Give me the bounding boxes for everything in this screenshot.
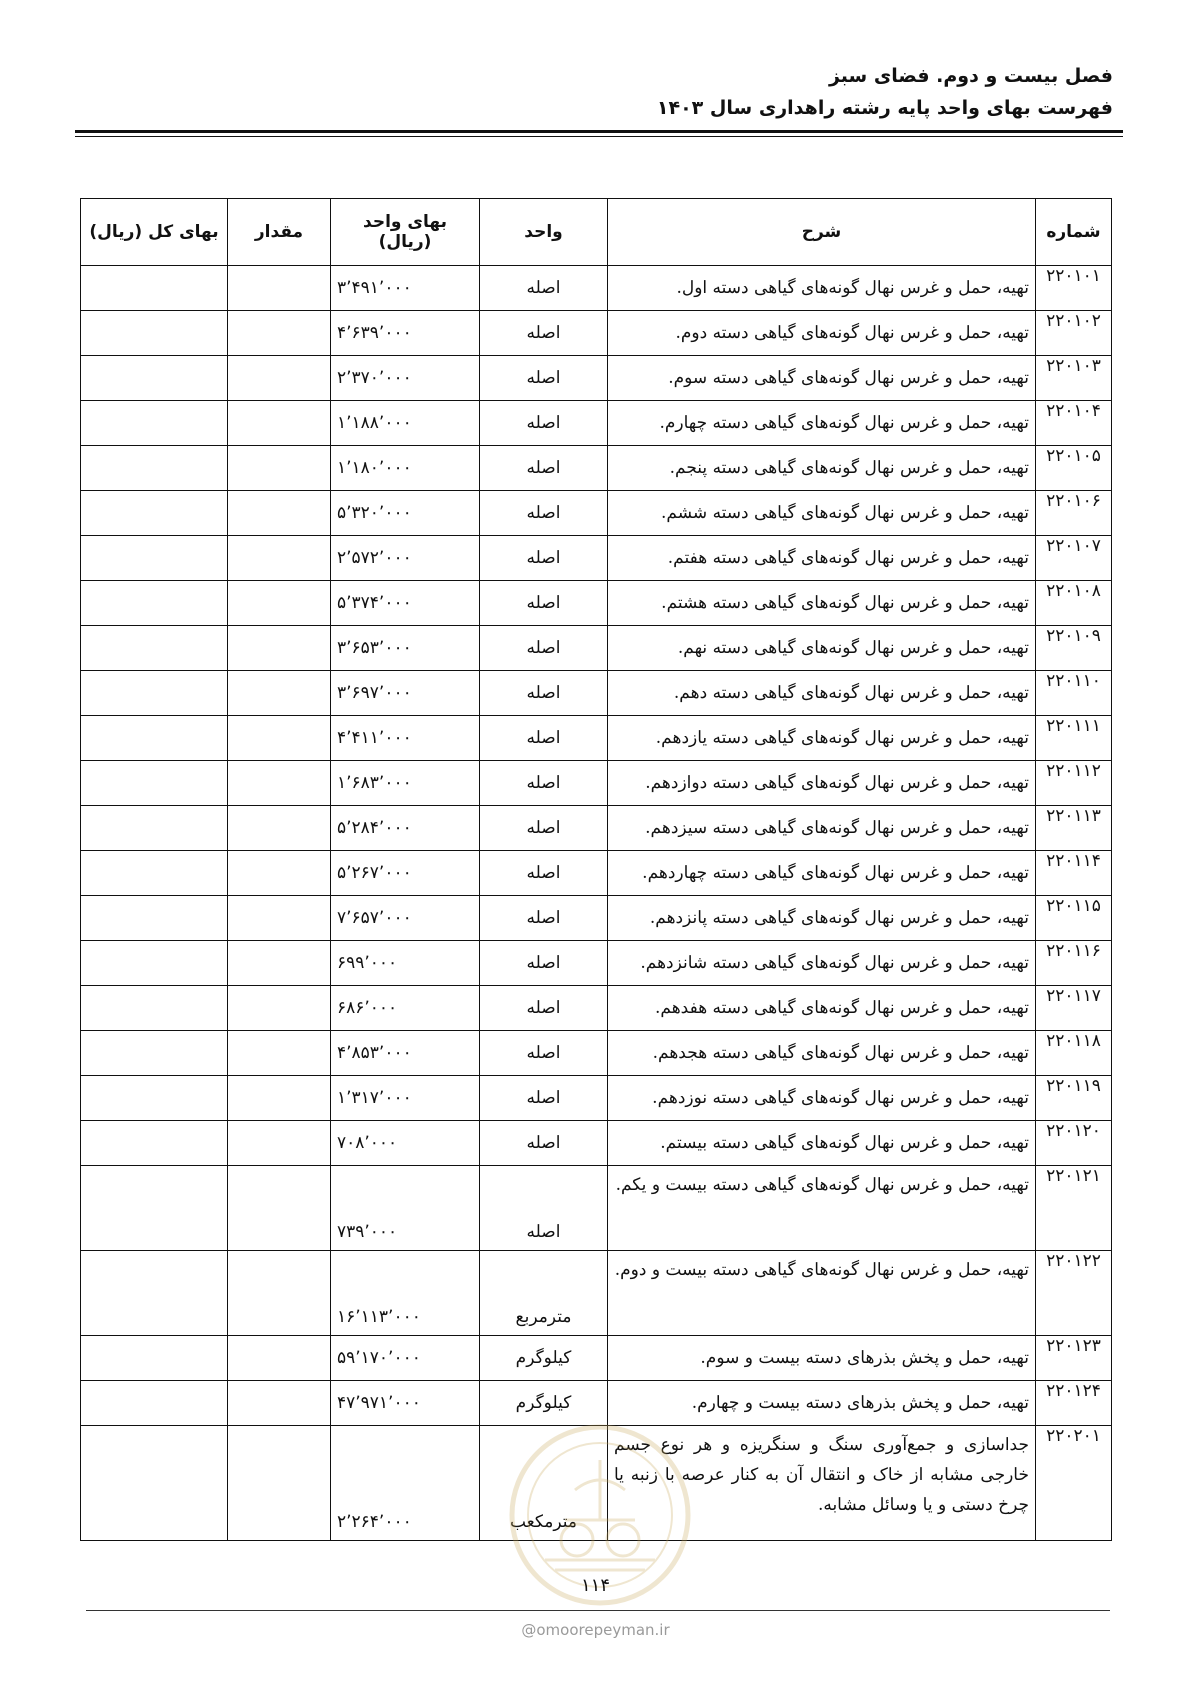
item-total-price xyxy=(81,1251,228,1336)
item-total-price xyxy=(81,851,228,896)
item-description: تهیه، حمل و غرس نهال گونه‌های گیاهی دسته بیست و یکم. xyxy=(608,1166,1036,1251)
item-code: ۲۲۰۱۱۵ xyxy=(1036,896,1112,941)
table-row xyxy=(81,266,1112,311)
item-code: ۲۲۰۱۰۹ xyxy=(1036,626,1112,671)
item-code: ۲۲۰۱۰۱ xyxy=(1036,266,1112,311)
item-quantity xyxy=(228,851,331,896)
item-unit: اصله xyxy=(480,626,608,671)
item-total-price xyxy=(81,671,228,716)
table-header-row xyxy=(81,199,1112,266)
item-total-price xyxy=(81,761,228,806)
item-description: تهیه، حمل و غرس نهال گونه‌های گیاهی دسته پنجم. xyxy=(608,446,1036,491)
item-total-price xyxy=(81,446,228,491)
item-unit-price: ۲٬۲۶۴٬۰۰۰ xyxy=(331,1426,480,1541)
item-code: ۲۲۰۱۰۳ xyxy=(1036,356,1112,401)
item-description: تهیه، حمل و غرس نهال گونه‌های گیاهی دسته بیست و دوم. xyxy=(608,1251,1036,1336)
item-unit: اصله xyxy=(480,491,608,536)
item-total-price xyxy=(81,491,228,536)
item-unit: اصله xyxy=(480,806,608,851)
item-unit: اصله xyxy=(480,1076,608,1121)
item-unit-price: ۴٬۴۱۱٬۰۰۰ xyxy=(331,716,480,761)
item-description: تهیه، حمل و غرس نهال گونه‌های گیاهی دسته چهاردهم. xyxy=(608,851,1036,896)
item-description: تهیه، حمل و غرس نهال گونه‌های گیاهی دسته یازدهم. xyxy=(608,716,1036,761)
item-unit-price: ۱٬۱۸۸٬۰۰۰ xyxy=(331,401,480,446)
item-description: تهیه، حمل و غرس نهال گونه‌های گیاهی دسته ششم. xyxy=(608,491,1036,536)
item-code: ۲۲۰۱۱۸ xyxy=(1036,1031,1112,1076)
table-row xyxy=(81,851,1112,896)
table-row xyxy=(81,311,1112,356)
item-unit-price: ۳٬۴۹۱٬۰۰۰ xyxy=(331,266,480,311)
item-description: تهیه، حمل و پخش بذرهای دسته بیست و سوم. xyxy=(608,1336,1036,1381)
item-unit-price: ۵۹٬۱۷۰٬۰۰۰ xyxy=(331,1336,480,1381)
item-quantity xyxy=(228,491,331,536)
item-unit-price: ۱٬۶۸۳٬۰۰۰ xyxy=(331,761,480,806)
item-quantity xyxy=(228,806,331,851)
item-unit-price: ۲٬۵۷۲٬۰۰۰ xyxy=(331,536,480,581)
item-code: ۲۲۰۱۲۲ xyxy=(1036,1251,1112,1336)
footer-rule xyxy=(86,1610,1110,1611)
item-unit: اصله xyxy=(480,851,608,896)
item-unit-price: ۱٬۱۸۰٬۰۰۰ xyxy=(331,446,480,491)
item-unit: اصله xyxy=(480,986,608,1031)
item-description: تهیه، حمل و غرس نهال گونه‌های گیاهی دسته هفدهم. xyxy=(608,986,1036,1031)
header-number: شماره xyxy=(1036,199,1112,266)
item-total-price xyxy=(81,536,228,581)
item-total-price xyxy=(81,1336,228,1381)
item-code: ۲۲۰۱۱۱ xyxy=(1036,716,1112,761)
item-code: ۲۲۰۱۰۸ xyxy=(1036,581,1112,626)
item-quantity xyxy=(228,581,331,626)
item-quantity xyxy=(228,1121,331,1166)
item-total-price xyxy=(81,1381,228,1426)
item-unit: اصله xyxy=(480,1121,608,1166)
table-row xyxy=(81,716,1112,761)
item-code: ۲۲۰۱۱۹ xyxy=(1036,1076,1112,1121)
item-unit-price: ۵٬۲۶۷٬۰۰۰ xyxy=(331,851,480,896)
table-row xyxy=(81,1166,1112,1251)
item-unit-price: ۳٬۶۵۳٬۰۰۰ xyxy=(331,626,480,671)
item-quantity xyxy=(228,536,331,581)
item-unit: اصله xyxy=(480,716,608,761)
item-quantity xyxy=(228,626,331,671)
item-quantity xyxy=(228,896,331,941)
item-code: ۲۲۰۱۲۰ xyxy=(1036,1121,1112,1166)
item-description: تهیه، حمل و پخش بذرهای دسته بیست و چهارم. xyxy=(608,1381,1036,1426)
header-rule-thick xyxy=(75,130,1123,133)
item-code: ۲۲۰۲۰۱ xyxy=(1036,1426,1112,1541)
item-code: ۲۲۰۱۱۴ xyxy=(1036,851,1112,896)
item-description: تهیه، حمل و غرس نهال گونه‌های گیاهی دسته نوزدهم. xyxy=(608,1076,1036,1121)
item-unit-price: ۴٬۶۳۹٬۰۰۰ xyxy=(331,311,480,356)
item-total-price xyxy=(81,626,228,671)
item-quantity xyxy=(228,1381,331,1426)
item-quantity xyxy=(228,446,331,491)
item-unit: اصله xyxy=(480,761,608,806)
table-row xyxy=(81,761,1112,806)
item-description: تهیه، حمل و غرس نهال گونه‌های گیاهی دسته اول. xyxy=(608,266,1036,311)
item-quantity xyxy=(228,1166,331,1251)
item-total-price xyxy=(81,806,228,851)
item-unit-price: ۱۶٬۱۱۳٬۰۰۰ xyxy=(331,1251,480,1336)
page-number: ۱۱۴ xyxy=(580,1575,610,1596)
header-total-price: بهای کل (ریال) xyxy=(81,199,228,266)
item-unit-price: ۴٬۸۵۳٬۰۰۰ xyxy=(331,1031,480,1076)
item-total-price xyxy=(81,581,228,626)
item-description: تهیه، حمل و غرس نهال گونه‌های گیاهی دسته بیستم. xyxy=(608,1121,1036,1166)
item-unit: اصله xyxy=(480,401,608,446)
item-code: ۲۲۰۱۲۴ xyxy=(1036,1381,1112,1426)
item-unit: اصله xyxy=(480,446,608,491)
item-unit: اصله xyxy=(480,581,608,626)
table-row xyxy=(81,536,1112,581)
item-code: ۲۲۰۱۱۳ xyxy=(1036,806,1112,851)
price-list-table xyxy=(80,198,1112,1541)
item-description: تهیه، حمل و غرس نهال گونه‌های گیاهی دسته سوم. xyxy=(608,356,1036,401)
item-unit-price: ۶۸۶٬۰۰۰ xyxy=(331,986,480,1031)
table-row xyxy=(81,356,1112,401)
table-row xyxy=(81,1336,1112,1381)
item-description: تهیه، حمل و غرس نهال گونه‌های گیاهی دسته هشتم. xyxy=(608,581,1036,626)
item-unit-price: ۵٬۲۸۴٬۰۰۰ xyxy=(331,806,480,851)
item-description: تهیه، حمل و غرس نهال گونه‌های گیاهی دسته چهارم. xyxy=(608,401,1036,446)
header-rule-thin xyxy=(75,136,1123,137)
item-total-price xyxy=(81,311,228,356)
header-unit: واحد xyxy=(480,199,608,266)
table-row xyxy=(81,1121,1112,1166)
item-total-price xyxy=(81,941,228,986)
item-code: ۲۲۰۱۲۳ xyxy=(1036,1336,1112,1381)
item-unit: اصله xyxy=(480,941,608,986)
item-total-price xyxy=(81,716,228,761)
item-code: ۲۲۰۱۱۶ xyxy=(1036,941,1112,986)
item-quantity xyxy=(228,941,331,986)
table-row xyxy=(81,491,1112,536)
item-quantity xyxy=(228,1251,331,1336)
item-code: ۲۲۰۱۰۲ xyxy=(1036,311,1112,356)
item-total-price xyxy=(81,401,228,446)
item-unit: اصله xyxy=(480,536,608,581)
item-code: ۲۲۰۱۰۵ xyxy=(1036,446,1112,491)
table-row xyxy=(81,1076,1112,1121)
table-row xyxy=(81,446,1112,491)
item-total-price xyxy=(81,1121,228,1166)
item-code: ۲۲۰۱۲۱ xyxy=(1036,1166,1112,1251)
item-code: ۲۲۰۱۰۴ xyxy=(1036,401,1112,446)
item-unit-price: ۵٬۳۲۰٬۰۰۰ xyxy=(331,491,480,536)
item-total-price xyxy=(81,1031,228,1076)
item-total-price xyxy=(81,266,228,311)
item-quantity xyxy=(228,986,331,1031)
item-unit-price: ۱٬۳۱۷٬۰۰۰ xyxy=(331,1076,480,1121)
item-unit: اصله xyxy=(480,896,608,941)
item-unit: مترمکعب xyxy=(480,1426,608,1541)
item-unit-price: ۶۹۹٬۰۰۰ xyxy=(331,941,480,986)
table-row xyxy=(81,941,1112,986)
item-description: تهیه، حمل و غرس نهال گونه‌های گیاهی دسته پانزدهم. xyxy=(608,896,1036,941)
item-quantity xyxy=(228,266,331,311)
table-row xyxy=(81,986,1112,1031)
item-unit-price: ۵٬۳۷۴٬۰۰۰ xyxy=(331,581,480,626)
item-code: ۲۲۰۱۰۶ xyxy=(1036,491,1112,536)
item-unit-price: ۴۷٬۹۷۱٬۰۰۰ xyxy=(331,1381,480,1426)
header-unit-price: بهای واحد (ریال) xyxy=(331,199,480,266)
item-description: تهیه، حمل و غرس نهال گونه‌های گیاهی دسته دهم. xyxy=(608,671,1036,716)
item-unit-price: ۷۳۹٬۰۰۰ xyxy=(331,1166,480,1251)
table-row xyxy=(81,671,1112,716)
item-code: ۲۲۰۱۱۲ xyxy=(1036,761,1112,806)
item-unit: اصله xyxy=(480,671,608,716)
item-unit-price: ۳٬۶۹۷٬۰۰۰ xyxy=(331,671,480,716)
item-total-price xyxy=(81,896,228,941)
item-quantity xyxy=(228,761,331,806)
item-unit: اصله xyxy=(480,266,608,311)
table-row xyxy=(81,626,1112,671)
item-code: ۲۲۰۱۱۷ xyxy=(1036,986,1112,1031)
item-unit-price: ۷٬۶۵۷٬۰۰۰ xyxy=(331,896,480,941)
chapter-title: فصل بیست و دوم. فضای سبز xyxy=(828,65,1113,87)
item-description: تهیه، حمل و غرس نهال گونه‌های گیاهی دسته دوازدهم. xyxy=(608,761,1036,806)
item-unit: اصله xyxy=(480,311,608,356)
watermark-text: @omoorepeyman.ir xyxy=(521,1621,670,1639)
item-code: ۲۲۰۱۰۷ xyxy=(1036,536,1112,581)
item-total-price xyxy=(81,1166,228,1251)
item-unit: کیلوگرم xyxy=(480,1381,608,1426)
item-quantity xyxy=(228,401,331,446)
item-description: جداسازی و جمع‌آوری سنگ و سنگریزه و هر نوع جسم خارجی مشابه از خاک و انتقال آن به کنار عرصه با زنبه یا چرخ دستی و یا وسائل مشابه. xyxy=(608,1426,1036,1541)
item-unit-price: ۲٬۳۷۰٬۰۰۰ xyxy=(331,356,480,401)
item-unit: کیلوگرم xyxy=(480,1336,608,1381)
item-description: تهیه، حمل و غرس نهال گونه‌های گیاهی دسته هجدهم. xyxy=(608,1031,1036,1076)
item-description: تهیه، حمل و غرس نهال گونه‌های گیاهی دسته نهم. xyxy=(608,626,1036,671)
page-header xyxy=(73,60,1113,124)
table-row xyxy=(81,806,1112,851)
item-unit: اصله xyxy=(480,1031,608,1076)
item-quantity xyxy=(228,1031,331,1076)
item-quantity xyxy=(228,1336,331,1381)
item-description: تهیه، حمل و غرس نهال گونه‌های گیاهی دسته سیزدهم. xyxy=(608,806,1036,851)
table-row xyxy=(81,1031,1112,1076)
item-total-price xyxy=(81,356,228,401)
item-description: تهیه، حمل و غرس نهال گونه‌های گیاهی دسته شانزدهم. xyxy=(608,941,1036,986)
item-unit: اصله xyxy=(480,1166,608,1251)
item-description: تهیه، حمل و غرس نهال گونه‌های گیاهی دسته هفتم. xyxy=(608,536,1036,581)
item-quantity xyxy=(228,356,331,401)
item-total-price xyxy=(81,1076,228,1121)
item-total-price xyxy=(81,1426,228,1541)
header-quantity: مقدار xyxy=(228,199,331,266)
item-code: ۲۲۰۱۱۰ xyxy=(1036,671,1112,716)
table-row xyxy=(81,896,1112,941)
table-row xyxy=(81,581,1112,626)
item-total-price xyxy=(81,986,228,1031)
item-quantity xyxy=(228,671,331,716)
header-description: شرح xyxy=(608,199,1036,266)
table-row xyxy=(81,1251,1112,1336)
document-title: فهرست بهای واحد پایه رشته راهداری سال ۱۴۰۳ xyxy=(656,97,1113,119)
item-description: تهیه، حمل و غرس نهال گونه‌های گیاهی دسته دوم. xyxy=(608,311,1036,356)
item-quantity xyxy=(228,716,331,761)
item-unit: اصله xyxy=(480,356,608,401)
item-unit-price: ۷۰۸٬۰۰۰ xyxy=(331,1121,480,1166)
item-quantity xyxy=(228,311,331,356)
item-quantity xyxy=(228,1426,331,1541)
item-unit: مترمربع xyxy=(480,1251,608,1336)
table-row xyxy=(81,1381,1112,1426)
table-row xyxy=(81,401,1112,446)
item-quantity xyxy=(228,1076,331,1121)
